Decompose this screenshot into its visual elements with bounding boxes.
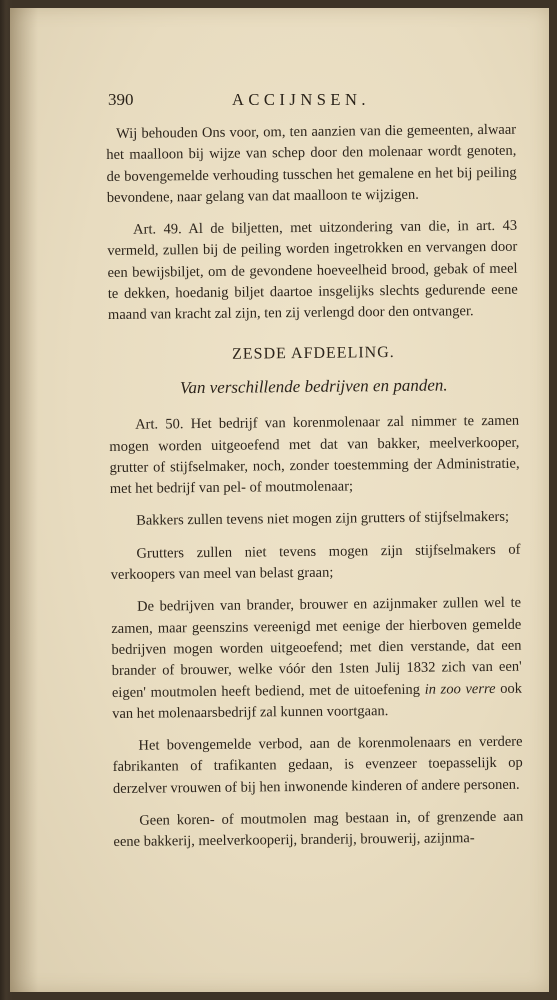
section-subtitle: Van verschillende bedrijven en panden. [179,375,448,398]
paragraph-1: Wij behouden Ons voor, om, ten aanzien van die gemeenten, alwaar het maalloon bij wijze van schep door den molenaar wordt genoten, de bovengemelde verhouding tusschen het gemalene en het bij peiling bevondene, naar gelang van dat maalloon te wijzigen. [106,121,517,206]
body-text [106,120,524,865]
paragraph-bedrijven-text-b: ook van het molenaarsbedrijf zal kunnen voortgaan. [112,680,523,722]
spine-shadow [10,8,38,992]
paragraph-molen: Geen koren- of moutmolen mag bestaan in, of grenzende aan eene bakkerij, meelverkooperij, branderij, brouwerij, azijnma- [113,808,524,851]
italic-phrase: in zoo verre [424,680,496,698]
paragraph-bedrijven [111,593,522,725]
paragraph-art-49: Art. 49. Al de biljetten, met uitzondering van die, in art. 43 vermeld, zullen bij de peiling worden ingetrokken en vervangen door een bewijsbiljet, om de gevondene hoeveelheid brood, gebak of meel te dekken, hoedanig biljet daartoe insgelijks slechts gedurende eene maand van kracht zal zijn, ten zij verlengd door den ontvanger. [107,217,518,324]
section-title: ZESDE AFDEELING. [231,343,395,363]
paragraph-art-50: Art. 50. Het bedrijf van korenmolenaar zal nimmer te zamen mogen worden uitgeoefend met dat van bakker, meelverkooper, grutter of stijfselmaker, noch, zonder toestemming der Administratie, met het bedrijf van pel- of moutmolenaar; [109,412,520,498]
paragraph-bakkers: Bakkers zullen tevens niet mogen zijn grutters of stijfselmakers; [136,509,510,530]
paragraph-bedrijven-text-a: De bedrijven van brander, brouwer en azijnmaker zullen wel te zamen, maar geenszins vereenigd met eenige der hierboven gemelde bedrijven mogen worden uitgeoefend; met dien verstande, dat een brander of brouwer, welke vóór den 1sten Julij 1832 zich van een' eigen' moutmolen heeft bediend, met de uitoefening [111,595,522,701]
paragraph-verbod: Het bovengemelde verbod, aan de korenmolenaars en verdere fabrikanten of trafikanten gedaan, is evenzeer toepasselijk op derzelver vrouwen of bij hen inwonende kinderen of andere personen. [112,733,523,797]
page-number: 390 [108,90,134,109]
running-head: ACCIJNSEN. [232,90,371,109]
paragraph-grutters: Grutters zullen niet tevens mogen zijn stijfselmakers of verkoopers van meel van belast graan; [110,541,521,584]
page-header [108,90,516,114]
